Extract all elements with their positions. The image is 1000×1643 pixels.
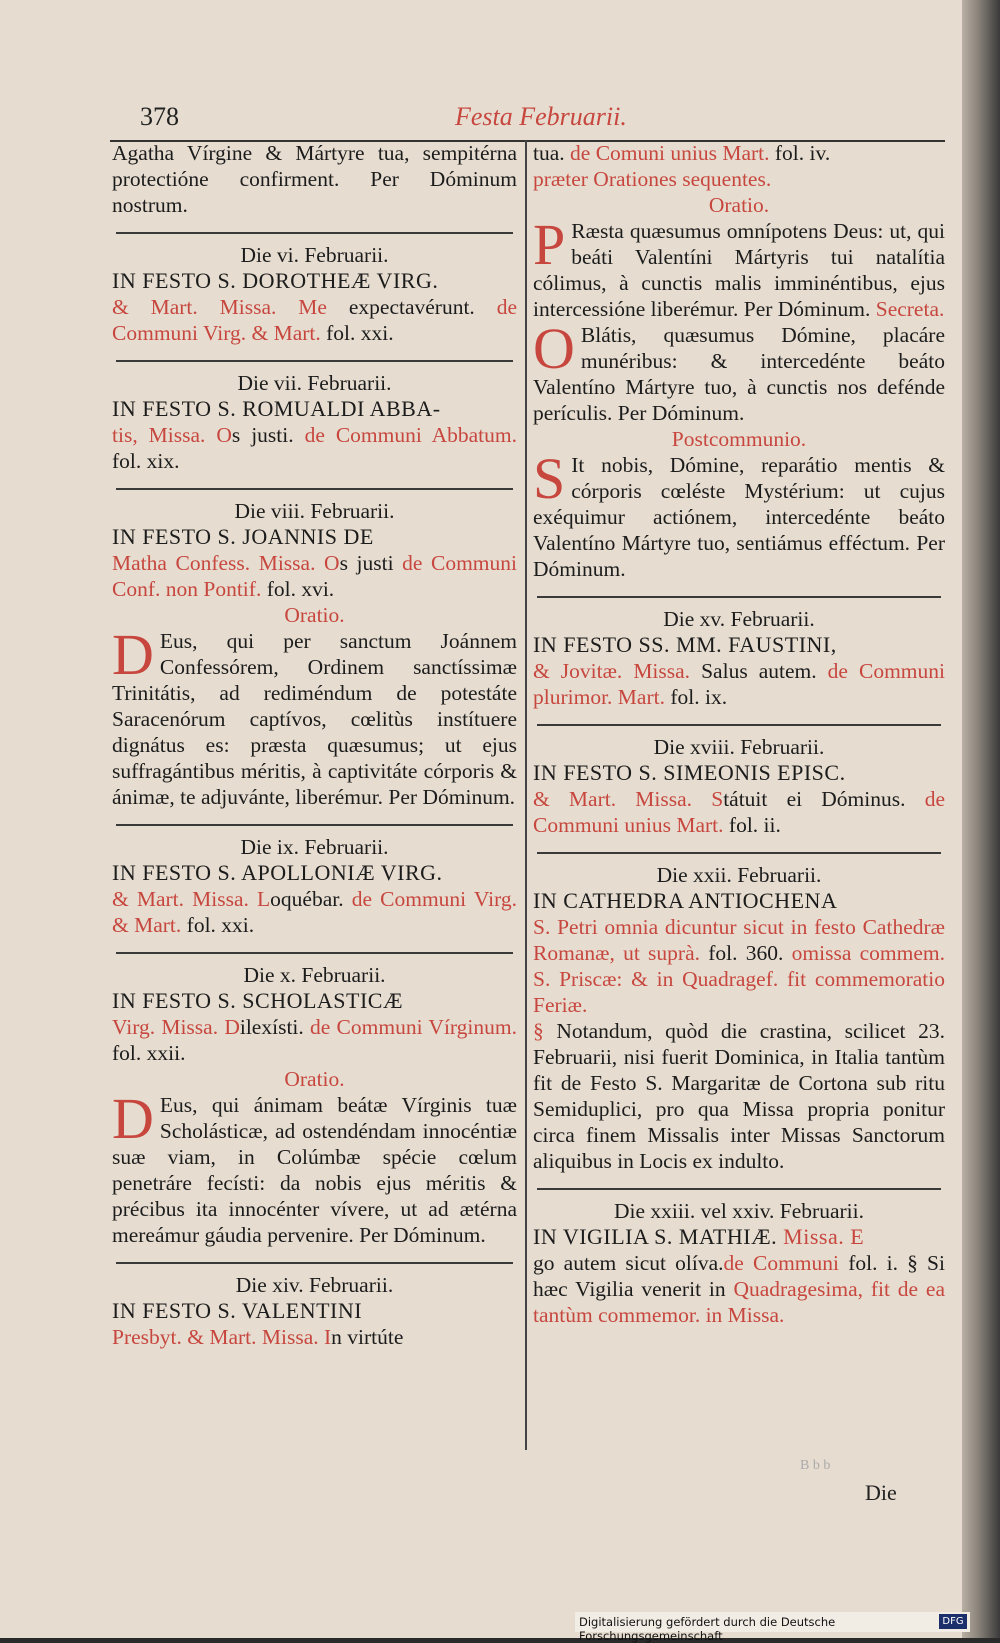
page-header <box>135 102 935 138</box>
prayer <box>112 628 517 810</box>
folio-ref: fol. ii. <box>723 813 781 837</box>
day-label: Die vii. Februarii. <box>237 371 392 395</box>
rubric: tis, Missa. O <box>112 423 232 447</box>
entry-feb-6 <box>112 242 517 346</box>
mass-line <box>112 1014 517 1066</box>
feast-heading: IN FESTO S. SCHOLASTICÆ <box>112 988 404 1013</box>
entry-feb-18 <box>533 734 945 838</box>
incipit: tátuit ei Dóminus. <box>723 787 925 811</box>
rubric-common: de Communi Virg. & Mart. <box>112 295 517 345</box>
incipit: ilexísti. <box>239 1015 311 1039</box>
secreta-label: Secreta. <box>875 297 945 321</box>
feast-heading: IN CATHEDRA ANTIOCHENA <box>533 888 838 913</box>
mass-line <box>533 140 945 166</box>
rubric-common: de Communi Conf. non Pontif. <box>112 551 517 601</box>
rubric: Virg. Missa. D <box>112 1015 240 1039</box>
drop-initial: P <box>533 218 566 277</box>
day-label: Die xviii. Februarii. <box>653 735 825 759</box>
drop-initial: O <box>533 322 575 381</box>
rubric-lent: Quadragesima, fit de ea tantùm commemor. in Missa. <box>533 1277 946 1327</box>
oratio-label: Oratio. <box>284 1067 345 1091</box>
incipit: n virtúte <box>331 1325 404 1349</box>
incipit: s justi <box>339 551 403 575</box>
digitization-footer <box>575 1612 970 1643</box>
feast-heading <box>533 1224 945 1250</box>
note <box>533 1018 945 1174</box>
rubric-common: de Communi unius Mart. <box>533 787 945 837</box>
rubric-common: de Communi Virg. & Mart. <box>112 887 517 937</box>
mass-line <box>533 1250 945 1328</box>
note-text: fol. i. § Si hæc Vigilia venerit in <box>533 1251 945 1301</box>
catchword: Die <box>865 1480 897 1505</box>
postcommunio-label: Postcommunio. <box>671 427 807 451</box>
folio-ref: fol. xix. <box>112 449 180 473</box>
incipit: s justi. <box>231 423 305 447</box>
right-column <box>533 140 945 1460</box>
day-label: Die vi. Februarii. <box>240 243 389 267</box>
entry-continuation <box>112 140 517 218</box>
page-edge <box>962 0 1000 1638</box>
rubric: & Mart. Missa. S <box>533 787 724 811</box>
entry-feb-14-cont <box>533 140 945 582</box>
rubric-common: de Communi Vírginum. <box>310 1015 518 1039</box>
oratio-label: Oratio. <box>284 603 345 627</box>
prayer <box>533 218 945 322</box>
rubric: & Mart. Missa. L <box>112 887 271 911</box>
entry-feb-9 <box>112 834 517 938</box>
column-divider <box>525 140 527 1450</box>
day-label: Die x. Februarii. <box>243 963 386 987</box>
separator <box>116 360 513 362</box>
mass-line <box>112 1324 517 1350</box>
day-label: Die xxii. Februarii. <box>656 863 822 887</box>
folio-ref: fol. xvi. <box>261 577 335 601</box>
prayer-text: It nobis, Dómine, reparátio mentis & córporis cœléste Mystérium: ut cujus exéquimur actiónem, intercedénte beáto Valentíno Mártyre tuo, sentiámus efféctum. Per Dóminum. <box>533 453 945 581</box>
rubric-common: de Communi Abbatum. <box>304 423 517 447</box>
mass-line <box>112 422 517 474</box>
note-text: Notandum, quòd die crastina, scilicet 23. Februarii, nisi fuerit Dominica, in Italia tantùm fit de Festo S. Margaritæ de Cortona sub ritu Semiduplici, pro qua Missa propria ponitur circa finem Missalis inter Missas Sanctorum aliquibus in Locis ex indulto. <box>533 1019 945 1173</box>
rubric: Matha Confess. Missa. O <box>112 551 340 575</box>
separator <box>116 952 513 954</box>
incipit: go autem sicut olíva. <box>533 1251 724 1275</box>
continuation-text: tua. <box>533 141 571 165</box>
day-label: Die xxiii. vel xxiv. Februarii. <box>614 1199 864 1223</box>
mass-line <box>533 914 945 1018</box>
separator <box>537 724 941 726</box>
folio-ref: fol. 360. <box>700 941 784 965</box>
oratio-label: Oratio. <box>708 193 770 217</box>
rubric-commemoration: omissa commem. S. Priscæ: & in Quadragef. fit commemoratio Feriæ. <box>533 941 945 1017</box>
feast-heading: IN FESTO S. SIMEONIS EPISC. <box>533 760 846 785</box>
entry-feb-15 <box>533 606 945 710</box>
incipit: oquébar. <box>270 887 352 911</box>
mass-line <box>112 294 517 346</box>
rubric-common: de Communi <box>723 1251 840 1275</box>
entry-feb-14 <box>112 1272 517 1350</box>
rubric: S. Petri omnia dicuntur sicut in festo Cathedræ Romanæ, ut suprà. <box>533 915 945 965</box>
rubric-common: de Comuni unius Mart. <box>570 141 770 165</box>
feast-title: IN VIGILIA S. MATHIÆ. <box>533 1224 778 1249</box>
separator <box>116 1262 513 1264</box>
prayer-text: Ræsta quæsumus omnípotens Deus: ut, qui beáti Valentíni Mártyris tui natalítia cólimus, à cunctis malis imminéntibus, ejus intercessióne liberémur. Per Dóminum. <box>533 219 945 321</box>
secret-prayer <box>533 322 945 426</box>
separator <box>116 488 513 490</box>
folio-ref: fol. xxii. <box>112 1041 186 1065</box>
mass-line <box>112 550 517 602</box>
left-column <box>112 140 517 1460</box>
section-mark: § <box>533 1019 544 1043</box>
footer-text: Digitalisierung gefördert durch die Deutsche Forschungsgemeinschaft <box>579 1615 836 1643</box>
separator <box>537 596 941 598</box>
postcommunion-prayer <box>533 452 945 582</box>
separator <box>116 232 513 234</box>
feast-heading: IN FESTO S. DOROTHEÆ VIRG. <box>112 268 439 293</box>
feast-heading: IN FESTO S. ROMUALDI ABBA- <box>112 396 441 421</box>
mass-line <box>533 786 945 838</box>
prayer-text: Blátis, quæsumus Dómine, placáre munéribus: & intercedénte beáto Valentíno Mártyre tuo, à cunctis nos defénde perículis. Per Dóminum. <box>533 323 945 425</box>
drop-initial: D <box>112 628 154 687</box>
folio-ref: fol. ix. <box>664 685 728 709</box>
prayer-text: Eus, qui per sanctum Joánnem Confessórem, Ordinem sanctíssimæ Trinitátis, ad rediméndum de potestáte Saracenórum captívos, cœlitùs instítuere dignátus es: præsta quæsumus; ut ejus suffragántibus méritis, à captivitáte córporis & ánimæ, te adjuvánte, liberémur. Per Dóminum. <box>112 629 517 809</box>
signature-mark: B b b <box>800 1458 831 1473</box>
feast-heading: IN FESTO S. APOLLONIÆ VIRG. <box>112 860 443 885</box>
feast-heading: IN FESTO S. JOANNIS DE <box>112 524 374 549</box>
separator <box>537 1188 941 1190</box>
rubric-line: præter Orationes sequentes. <box>533 167 772 191</box>
entry-feb-23 <box>533 1198 945 1328</box>
day-label: Die xv. Februarii. <box>663 607 815 631</box>
dfg-logo: DFG <box>939 1614 967 1629</box>
rubric: & Mart. Missa. Me <box>112 295 327 319</box>
feast-heading: IN FESTO S. VALENTINI <box>112 1298 363 1323</box>
folio-ref: fol. xxi. <box>181 913 255 937</box>
entry-feb-7 <box>112 370 517 474</box>
incipit: Salus autem. <box>690 659 828 683</box>
mass-line <box>112 886 517 938</box>
entry-feb-8 <box>112 498 517 810</box>
day-label: Die xiv. Februarii. <box>235 1273 394 1297</box>
mass-line <box>533 658 945 710</box>
entry-feb-22 <box>533 862 945 1174</box>
running-head: Festa Februarii. <box>455 102 627 131</box>
prayer-text: Eus, qui ánimam beátæ Vírginis tuæ Scholásticæ, ad ostendéndam innocéntiæ suæ viam, in Colúmbæ spécie cœlum penetráre fecísti: da nobis ejus méritis & précibus ita innocénter vívere, ut ad ætérna mereámur gáudia pervenire. Per Dóminum. <box>112 1093 517 1247</box>
folio-ref: fol. iv. <box>769 141 831 165</box>
drop-initial: D <box>112 1092 154 1151</box>
drop-initial: S <box>533 452 566 511</box>
day-label: Die ix. Februarii. <box>240 835 389 859</box>
prayer <box>112 1092 517 1248</box>
continuation-text: Agatha Vírgine & Mártyre tua, sempitérna protectióne confirment. Per Dóminum nostrum. <box>112 141 517 217</box>
feast-heading: IN FESTO SS. MM. FAUSTINI, <box>533 632 837 657</box>
entry-feb-10 <box>112 962 517 1248</box>
rubric: & Jovitæ. Missa. <box>533 659 691 683</box>
page-number: 378 <box>140 102 179 131</box>
rubric-common: de Communi plurimor. Mart. <box>533 659 945 709</box>
separator <box>537 852 941 854</box>
rubric: Presbyt. & Mart. Missa. I <box>112 1325 332 1349</box>
folio-ref: fol. xxi. <box>320 321 394 345</box>
separator <box>116 824 513 826</box>
day-label: Die viii. Februarii. <box>234 499 395 523</box>
incipit: expectavérunt. <box>326 295 475 319</box>
rubric: Missa. E <box>777 1224 865 1249</box>
